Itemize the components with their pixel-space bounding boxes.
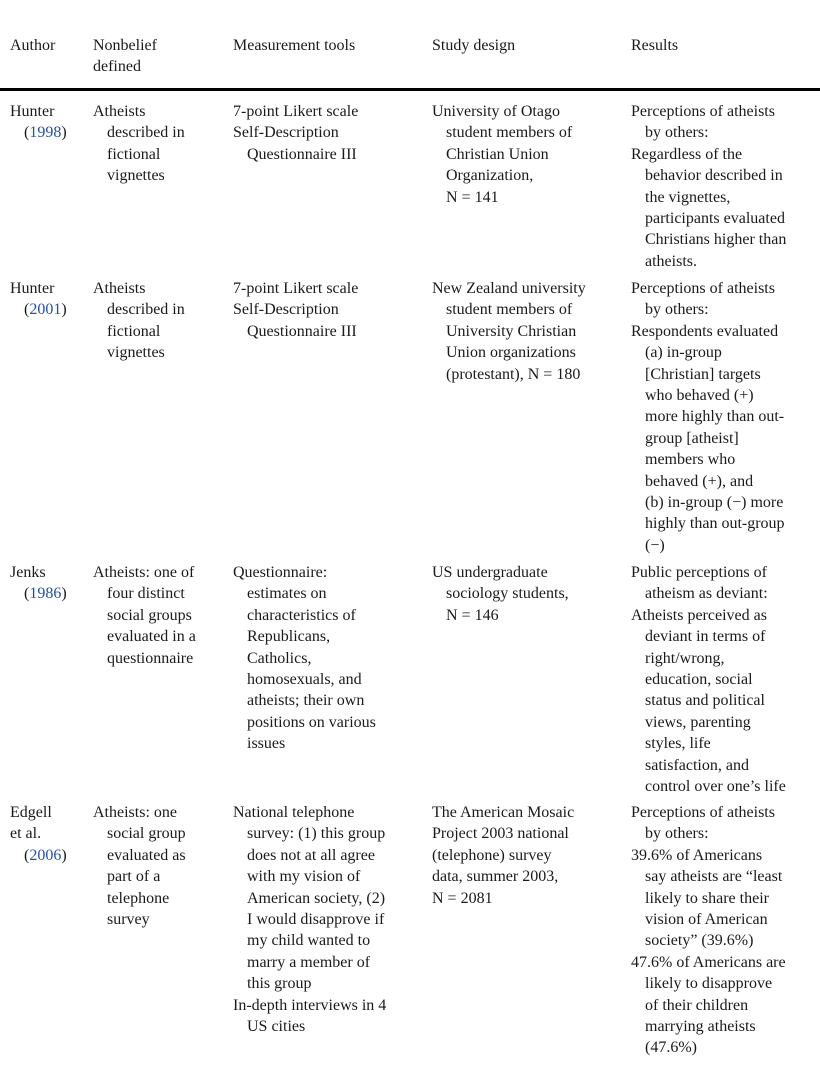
citation-year-line (10, 299, 88, 320)
cell-line: In-depth interviews in 4 (233, 996, 387, 1014)
cell-line: who behaved (+) (645, 387, 754, 405)
citation-link[interactable]: 1998 (29, 124, 62, 142)
cell-line: social group (107, 825, 186, 843)
cell-line: evaluated as (107, 846, 186, 864)
cell-line: University Christian (446, 322, 577, 340)
paren: ) (61, 301, 67, 319)
cell-results (631, 101, 817, 272)
cell-line: behavior described in (645, 167, 783, 185)
paren: ( (24, 846, 30, 864)
cell-line: Perceptions of atheists (631, 280, 775, 297)
cell-line: atheists. (645, 252, 697, 270)
cell-line: satisfaction, and (645, 756, 749, 774)
cell-line: estimates on (247, 585, 327, 603)
citation-year-line (10, 845, 88, 866)
cell-line: does not at all agree (247, 846, 375, 864)
cell-author (10, 101, 88, 144)
cell-line: homosexuals, and (247, 671, 362, 689)
cell-line: positions on various (247, 713, 376, 731)
cell-line: Christian Union (446, 145, 549, 163)
cell-line: marry a member of (247, 953, 371, 971)
cell-line: with my vision of (247, 868, 361, 886)
cell-line: likely to share their (645, 889, 769, 907)
cell-author (10, 802, 88, 866)
cell-line: Atheists: one of (93, 564, 195, 581)
cell-line: US cities (247, 1018, 306, 1036)
cell-line: Atheists (93, 280, 146, 297)
cell-line: this group (247, 975, 312, 993)
header-text: Results (631, 37, 679, 54)
cell-line: members who (645, 451, 736, 469)
cell-results (631, 278, 817, 556)
cell-study-design (432, 802, 618, 909)
header-text: defined (93, 58, 141, 76)
cell-line: more highly than out- (645, 408, 785, 426)
cell-nonbelief (93, 802, 225, 930)
cell-line: atheism as deviant: (645, 585, 768, 603)
cell-results (631, 802, 817, 1059)
cell-line: participants evaluated (645, 210, 785, 228)
cell-line: N = 146 (446, 606, 499, 624)
cell-line: likely to disapprove (645, 975, 773, 993)
cell-line: described in (107, 301, 185, 319)
cell-line: vignettes (107, 167, 165, 185)
cell-line: Atheists: one (93, 804, 177, 821)
paren: ( (24, 301, 30, 319)
cell-line: by others: (645, 124, 709, 142)
cell-line: Self-Description (233, 124, 339, 142)
cell-line: American society, (2) (247, 889, 386, 907)
cell-line: et al. (10, 825, 42, 843)
cell-line: views, parenting (645, 713, 751, 731)
header-rule (0, 88, 820, 91)
cell-line: Questionnaire: (233, 564, 328, 581)
cell-line: education, social (645, 671, 753, 689)
cell-line: 7-point Likert scale (233, 280, 359, 297)
header-results (631, 35, 817, 56)
cell-line: vision of American (645, 911, 768, 929)
header-study-design (432, 35, 618, 56)
cell-line: behaved (+), and (645, 472, 754, 490)
cell-line: social groups (107, 606, 192, 624)
cell-results (631, 562, 817, 797)
header-text: Study design (432, 37, 516, 54)
header-text: Nonbelief (93, 37, 157, 54)
cell-author (10, 278, 88, 321)
cell-line: Questionnaire III (247, 145, 357, 163)
cell-line: Self-Description (233, 301, 339, 319)
cell-line: marrying atheists (645, 1018, 756, 1036)
cell-line: control over one’s life (645, 778, 786, 796)
cell-measurement-tools (233, 278, 419, 342)
cell-line: (protestant), N = 180 (446, 365, 581, 383)
cell-line: described in (107, 124, 185, 142)
header-measurement-tools (233, 35, 419, 56)
cell-study-design (432, 278, 618, 385)
cell-line: Perceptions of atheists (631, 804, 775, 821)
cell-line: Hunter (10, 103, 55, 120)
cell-line: Questionnaire III (247, 322, 357, 340)
cell-line: data, summer 2003, (432, 868, 559, 886)
cell-line: student members of (446, 301, 573, 319)
cell-line: Project 2003 national (432, 825, 569, 843)
cell-line: Public perceptions of (631, 564, 767, 581)
cell-line: say atheists are “least (645, 868, 783, 886)
cell-line: Organization, (446, 167, 534, 185)
cell-line: New Zealand university (432, 280, 586, 297)
cell-nonbelief (93, 278, 225, 364)
header-text: Measurement tools (233, 37, 356, 54)
cell-line: 39.6% of Americans (631, 846, 763, 864)
cell-line: part of a (107, 868, 161, 886)
cell-line: Union organizations (446, 344, 576, 362)
cell-line: Perceptions of atheists (631, 103, 775, 120)
cell-nonbelief (93, 101, 225, 187)
cell-line: evaluated in a (107, 628, 196, 646)
cell-line: Regardless of the (631, 145, 743, 163)
cell-line: characteristics of (247, 606, 356, 624)
cell-line: issues (247, 735, 286, 753)
cell-line: status and political (645, 692, 765, 710)
cell-line: group [atheist] (645, 429, 739, 447)
cell-line: sociology students, (446, 585, 569, 603)
cell-line: fictional (107, 145, 161, 163)
cell-line: University of Otago (432, 103, 560, 120)
cell-line: student members of (446, 124, 573, 142)
cell-line: survey (107, 911, 150, 929)
cell-line: by others: (645, 301, 709, 319)
cell-measurement-tools (233, 101, 419, 165)
cell-line: right/wrong, (645, 649, 725, 667)
cell-line: (−) (645, 536, 665, 554)
cell-line: the vignettes, (645, 188, 731, 206)
cell-line: [Christian] targets (645, 365, 761, 383)
citation-year-line (10, 122, 88, 143)
citation-link[interactable]: 1986 (29, 585, 62, 603)
cell-line: Jenks (10, 564, 46, 581)
cell-line: deviant in terms of (645, 628, 766, 646)
header-nonbelief (93, 35, 225, 78)
cell-line: N = 2081 (432, 889, 493, 907)
cell-line: Edgell (10, 804, 52, 821)
cell-nonbelief (93, 562, 225, 669)
paren: ) (61, 124, 67, 142)
cell-line: vignettes (107, 344, 165, 362)
cell-line: styles, life (645, 735, 711, 753)
cell-line: The American Mosaic (432, 804, 575, 821)
cell-line: atheists; their own (247, 692, 365, 710)
cell-line: I would disapprove if (247, 911, 385, 929)
cell-line: questionnaire (107, 649, 194, 667)
cell-line: highly than out-group (645, 515, 785, 533)
cell-line: telephone (107, 889, 170, 907)
cell-study-design (432, 101, 618, 208)
header-author (10, 35, 88, 56)
citation-year-line (10, 583, 88, 604)
header-text: Author (10, 37, 56, 54)
cell-line: 47.6% of Americans are (631, 953, 786, 971)
citation-link[interactable]: 2006 (29, 846, 62, 864)
cell-measurement-tools (233, 802, 419, 1037)
cell-line: four distinct (107, 585, 185, 603)
cell-line: Republicans, (247, 628, 331, 646)
cell-line: my child wanted to (247, 932, 371, 950)
cell-line: Atheists perceived as (631, 606, 767, 624)
paren: ( (24, 124, 30, 142)
citation-link[interactable]: 2001 (29, 301, 62, 319)
paren: ) (61, 585, 67, 603)
cell-line: Respondents evaluated (631, 322, 779, 340)
cell-line: National telephone (233, 804, 355, 821)
cell-measurement-tools (233, 562, 419, 755)
paren: ) (61, 846, 67, 864)
cell-line: Atheists (93, 103, 146, 120)
cell-line: (telephone) survey (432, 846, 552, 864)
cell-author (10, 562, 88, 605)
cell-line: society” (39.6%) (645, 932, 754, 950)
cell-line: Catholics, (247, 649, 312, 667)
cell-line: survey: (1) this group (247, 825, 386, 843)
paren: ( (24, 585, 30, 603)
cell-line: N = 141 (446, 188, 499, 206)
cell-line: Christians higher than (645, 231, 787, 249)
cell-line: Hunter (10, 280, 55, 297)
cell-line: (b) in-group (−) more (645, 494, 784, 512)
cell-line: (47.6%) (645, 1039, 697, 1057)
cell-line: by others: (645, 825, 709, 843)
cell-line: 7-point Likert scale (233, 103, 359, 120)
cell-line: of their children (645, 996, 749, 1014)
cell-line: US undergraduate (432, 564, 548, 581)
cell-line: (a) in-group (645, 344, 722, 362)
cell-study-design (432, 562, 618, 626)
cell-line: fictional (107, 322, 161, 340)
